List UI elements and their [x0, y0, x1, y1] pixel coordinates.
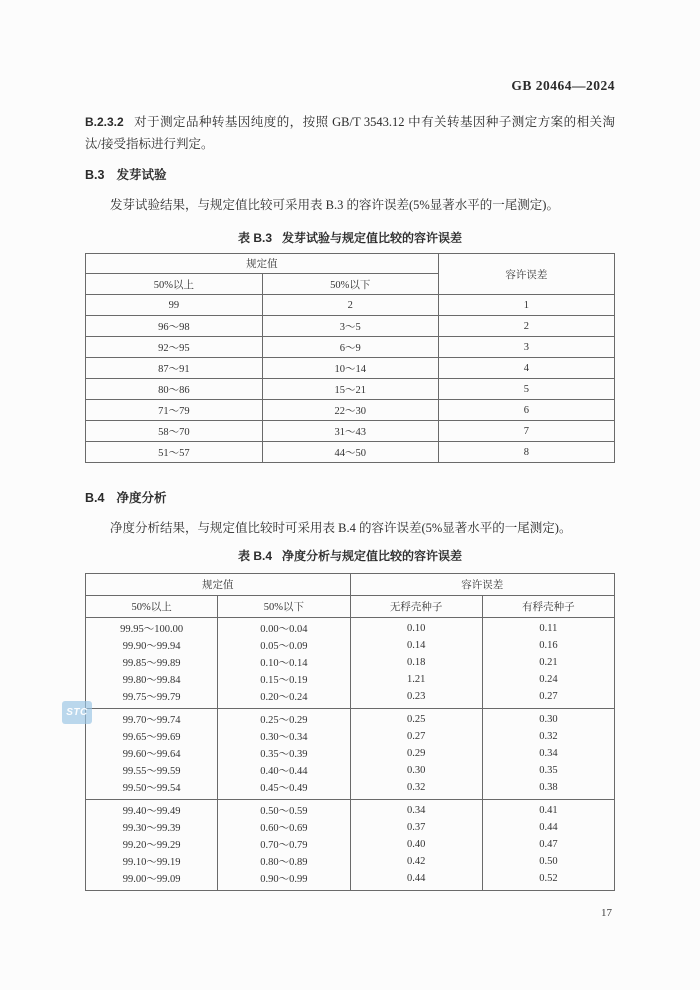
- table-cell: 0.35～0.39: [218, 745, 350, 762]
- table-row: [86, 671, 615, 688]
- table-cell: 3～5: [262, 316, 438, 337]
- table-cell: 8: [438, 442, 614, 463]
- table-b4-group-3: [86, 800, 615, 891]
- table-cell: 99.10～99.19: [86, 853, 218, 870]
- table-cell: 0.38: [482, 779, 614, 800]
- table-cell: 0.05～0.09: [218, 637, 350, 654]
- table-cell: 99.70～99.74: [86, 709, 218, 729]
- table-b3-body: [86, 295, 615, 463]
- table-row: [86, 654, 615, 671]
- table-cell: 0.80～0.89: [218, 853, 350, 870]
- table-cell: 0.44: [482, 819, 614, 836]
- section-heading-b4: [85, 490, 615, 507]
- table-cell: 0.30: [482, 709, 614, 729]
- table-cell: 71～79: [86, 400, 263, 421]
- table-cell: 2: [438, 316, 614, 337]
- table-cell: 0.20～0.24: [218, 688, 350, 709]
- table-cell: 0.32: [482, 728, 614, 745]
- clause-number: B.2.3.2: [85, 115, 124, 129]
- table-cell: 96～98: [86, 316, 263, 337]
- table-b3-header-above50: 50%以上: [86, 274, 263, 295]
- table-b4-group-1: [86, 618, 615, 709]
- table-b4-header-no-husk: 无稃壳种子: [350, 596, 482, 618]
- table-cell: 99.95～100.00: [86, 618, 218, 638]
- table-cell: 0.27: [350, 728, 482, 745]
- table-cell: 0.24: [482, 671, 614, 688]
- table-cell: 0.50: [482, 853, 614, 870]
- table-b3-caption-title: 发芽试验与规定值比较的容许误差: [282, 231, 463, 245]
- table-cell: 0.47: [482, 836, 614, 853]
- table-cell: 1: [438, 295, 614, 316]
- table-b3: [85, 253, 615, 463]
- page-number: 17: [601, 907, 612, 919]
- table-cell: 0.35: [482, 762, 614, 779]
- table-cell: 99.65～99.69: [86, 728, 218, 745]
- table-row: [86, 618, 615, 638]
- table-cell: 99.60～99.64: [86, 745, 218, 762]
- table-cell: 0.42: [350, 853, 482, 870]
- table-cell: 99.80～99.84: [86, 671, 218, 688]
- table-row: [86, 337, 615, 358]
- table-cell: 99.55～99.59: [86, 762, 218, 779]
- table-row: [86, 745, 615, 762]
- table-cell: 0.25～0.29: [218, 709, 350, 729]
- table-cell: 0.11: [482, 618, 614, 638]
- section-title: 净度分析: [116, 491, 167, 505]
- table-cell: 0.30～0.34: [218, 728, 350, 745]
- clause-text: 对于测定品种转基因纯度的，按照 GB/T 3543.12 中有关转基因种子测定方案的相关淘汰/接受指标进行判定。: [85, 115, 615, 151]
- table-b4-caption-title: 净度分析与规定值比较的容许误差: [282, 549, 463, 563]
- table-cell: 0.30: [350, 762, 482, 779]
- table-b3-caption-label: 表 B.3: [237, 231, 272, 245]
- table-b4-caption-label: 表 B.4: [237, 549, 272, 563]
- table-cell: 15～21: [262, 379, 438, 400]
- table-b3-header-tolerance: 容许误差: [438, 254, 614, 295]
- section-number: B.4: [85, 491, 105, 505]
- table-cell: 44～50: [262, 442, 438, 463]
- table-cell: 99.30～99.39: [86, 819, 218, 836]
- section-title: 发芽试验: [116, 168, 167, 182]
- page-content: [85, 0, 615, 891]
- table-cell: 0.41: [482, 800, 614, 820]
- table-cell: 0.52: [482, 870, 614, 891]
- table-row: [86, 421, 615, 442]
- table-b4-group-2: [86, 709, 615, 800]
- table-cell: 31～43: [262, 421, 438, 442]
- table-cell: 99.75～99.79: [86, 688, 218, 709]
- table-b4-header-below50: 50%以下: [218, 596, 350, 618]
- paragraph-b232: [85, 111, 615, 155]
- table-row: [86, 688, 615, 709]
- table-cell: 4: [438, 358, 614, 379]
- table-cell: 0.40～0.44: [218, 762, 350, 779]
- table-row: [86, 358, 615, 379]
- table-cell: 0.32: [350, 779, 482, 800]
- table-cell: 1.21: [350, 671, 482, 688]
- table-cell: 0.15～0.19: [218, 671, 350, 688]
- table-b3-header-row: [86, 254, 615, 274]
- table-cell: 0.90～0.99: [218, 870, 350, 891]
- table-b3-header-below50: 50%以下: [262, 274, 438, 295]
- table-b4: [85, 573, 615, 891]
- table-cell: 0.37: [350, 819, 482, 836]
- table-cell: 0.23: [350, 688, 482, 709]
- table-b4-header-specified-value: 规定值: [86, 574, 351, 596]
- table-cell: 10～14: [262, 358, 438, 379]
- table-cell: 5: [438, 379, 614, 400]
- table-row: [86, 762, 615, 779]
- table-row: [86, 295, 615, 316]
- table-row: [86, 637, 615, 654]
- table-cell: 87～91: [86, 358, 263, 379]
- table-cell: 99: [86, 295, 263, 316]
- table-row: [86, 728, 615, 745]
- table-cell: 99.85～99.89: [86, 654, 218, 671]
- table-b4-header-above50: 50%以上: [86, 596, 218, 618]
- table-cell: 2: [262, 295, 438, 316]
- table-cell: 0.70～0.79: [218, 836, 350, 853]
- table-cell: 99.90～99.94: [86, 637, 218, 654]
- table-cell: 7: [438, 421, 614, 442]
- table-b4-subheader-row: [86, 596, 615, 618]
- paragraph-b3-intro: 发芽试验结果，与规定值比较可采用表 B.3 的容许误差(5%显著水平的一尾测定)。: [110, 198, 559, 212]
- table-cell: 0.44: [350, 870, 482, 891]
- table-cell: 0.21: [482, 654, 614, 671]
- table-row: [86, 442, 615, 463]
- table-cell: 0.34: [482, 745, 614, 762]
- table-row: [86, 819, 615, 836]
- paragraph-b4-intro: 净度分析结果，与规定值比较时可采用表 B.4 的容许误差(5%显著水平的一尾测定)。: [110, 521, 572, 535]
- table-cell: 0.10～0.14: [218, 654, 350, 671]
- table-row: [86, 800, 615, 820]
- table-b4-caption: [85, 549, 615, 564]
- table-cell: 99.00～99.09: [86, 870, 218, 891]
- table-cell: 6～9: [262, 337, 438, 358]
- table-row: [86, 853, 615, 870]
- table-cell: 51～57: [86, 442, 263, 463]
- table-cell: 0.29: [350, 745, 482, 762]
- table-row: [86, 709, 615, 729]
- table-cell: 22～30: [262, 400, 438, 421]
- table-cell: 99.40～99.49: [86, 800, 218, 820]
- table-row: [86, 400, 615, 421]
- table-cell: 0.60～0.69: [218, 819, 350, 836]
- table-cell: 0.45～0.49: [218, 779, 350, 800]
- table-b4-header-tolerance: 容许误差: [350, 574, 615, 596]
- table-row: [86, 779, 615, 800]
- table-b3-caption: [85, 231, 615, 246]
- table-row: [86, 379, 615, 400]
- document-code: GB 20464—2024: [511, 78, 615, 93]
- table-cell: 80～86: [86, 379, 263, 400]
- table-cell: 99.20～99.29: [86, 836, 218, 853]
- table-cell: 0.40: [350, 836, 482, 853]
- table-cell: 0.50～0.59: [218, 800, 350, 820]
- table-cell: 0.00～0.04: [218, 618, 350, 638]
- table-cell: 58～70: [86, 421, 263, 442]
- section-heading-b3: [85, 167, 615, 184]
- table-row: [86, 316, 615, 337]
- watermark-logo: STC: [62, 701, 92, 724]
- table-cell: 92～95: [86, 337, 263, 358]
- table-row: [86, 870, 615, 891]
- table-cell: 6: [438, 400, 614, 421]
- table-cell: 0.10: [350, 618, 482, 638]
- table-cell: 0.14: [350, 637, 482, 654]
- table-cell: 0.34: [350, 800, 482, 820]
- table-cell: 0.27: [482, 688, 614, 709]
- table-cell: 99.50～99.54: [86, 779, 218, 800]
- table-row: [86, 836, 615, 853]
- table-cell: 0.18: [350, 654, 482, 671]
- table-b3-header-specified-value: 规定值: [86, 254, 439, 274]
- table-b4-header-husk: 有稃壳种子: [482, 596, 614, 618]
- table-b4-header-row: [86, 574, 615, 596]
- table-cell: 0.25: [350, 709, 482, 729]
- section-number: B.3: [85, 168, 105, 182]
- table-cell: 3: [438, 337, 614, 358]
- table-cell: 0.16: [482, 637, 614, 654]
